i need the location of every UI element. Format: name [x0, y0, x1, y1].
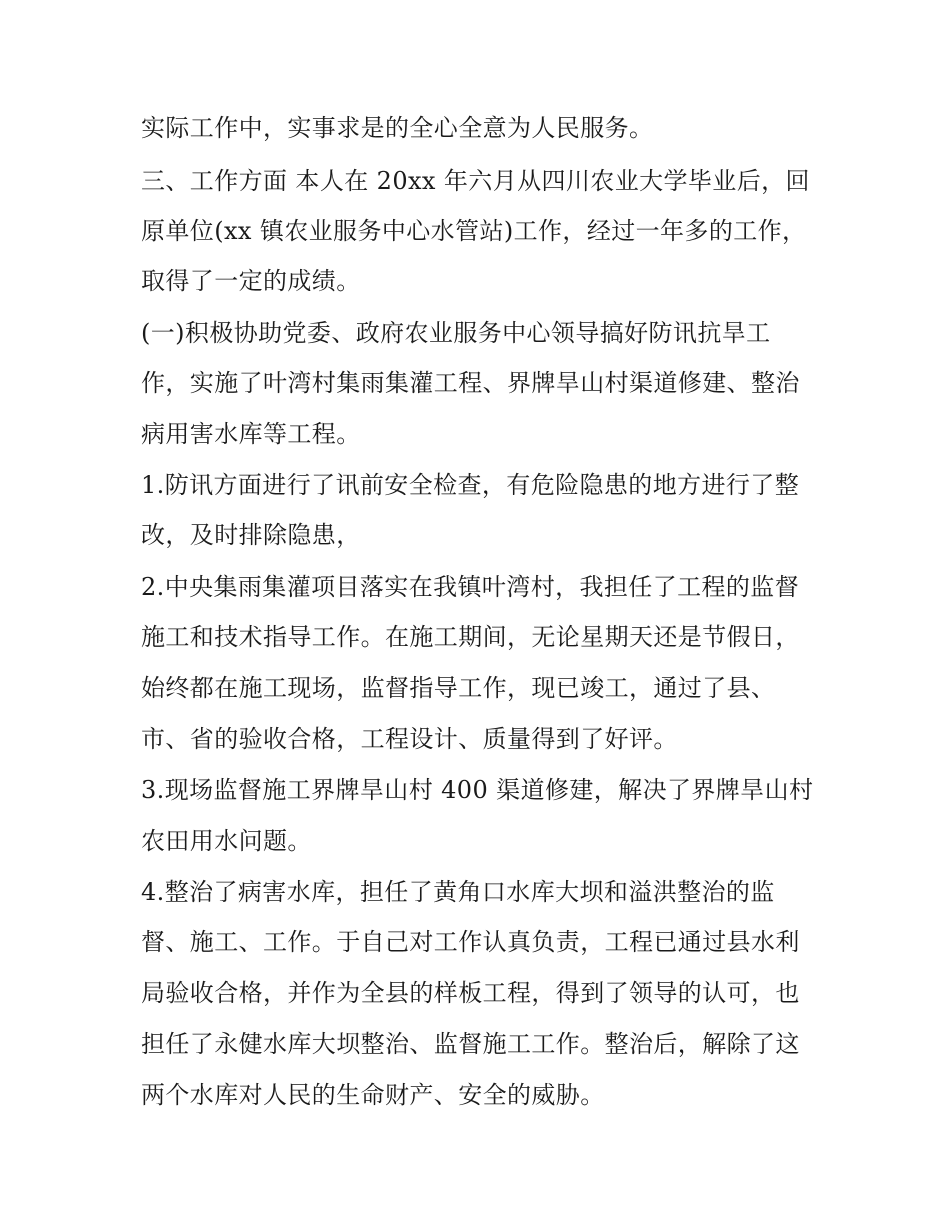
text-line: 施工和技术指导工作。在施工期间，无论星期天还是节假日，	[141, 623, 800, 651]
text-line: 病用害水库等工程。	[141, 420, 361, 448]
text-line: 三、工作方面 本人在 20xx 年六月从四川农业大学毕业后，回	[141, 167, 810, 195]
text-line: 作，实施了叶湾村集雨集灌工程、界牌旱山村渠道修建、整治	[141, 369, 800, 397]
text-line: 2.中央集雨集灌项目落实在我镇叶湾村，我担任了工程的监督	[141, 573, 800, 601]
text-line: 局验收合格，并作为全县的样板工程，得到了领导的认可，也	[141, 979, 800, 1007]
text-line: 市、省的验收合格，工程设计、质量得到了好评。	[141, 725, 678, 753]
text-line: 实际工作中，实事求是的全心全意为人民服务。	[141, 114, 654, 142]
text-line: 3.现场监督施工界牌旱山村 400 渠道修建，解决了界牌旱山村	[141, 776, 814, 804]
text-line: 始终都在施工现场，监督指导工作，现已竣工，通过了县、	[141, 674, 776, 702]
text-line: 取得了一定的成绩。	[141, 267, 361, 295]
text-line: 担任了永健水库大坝整治、监督施工工作。整治后，解除了这	[141, 1030, 800, 1058]
text-line: 农田用水问题。	[141, 827, 312, 855]
text-line: (一)积极协助党委、政府农业服务中心领导搞好防讯抗旱工	[141, 319, 771, 347]
text-line: 改，及时排除隐患，	[141, 521, 361, 549]
text-line: 督、施工、工作。于自己对工作认真负责，工程已通过县水利	[141, 928, 800, 956]
text-line: 两个水库对人民的生命财产、安全的威胁。	[141, 1081, 605, 1109]
text-line: 1.防讯方面进行了讯前安全检查，有危险隐患的地方进行了整	[141, 471, 800, 499]
text-line: 4.整治了病害水库，担任了黄角口水库大坝和溢洪整治的监	[141, 878, 775, 906]
text-line: 原单位(xx 镇农业服务中心水管站)工作，经过一年多的工作，	[141, 217, 807, 245]
